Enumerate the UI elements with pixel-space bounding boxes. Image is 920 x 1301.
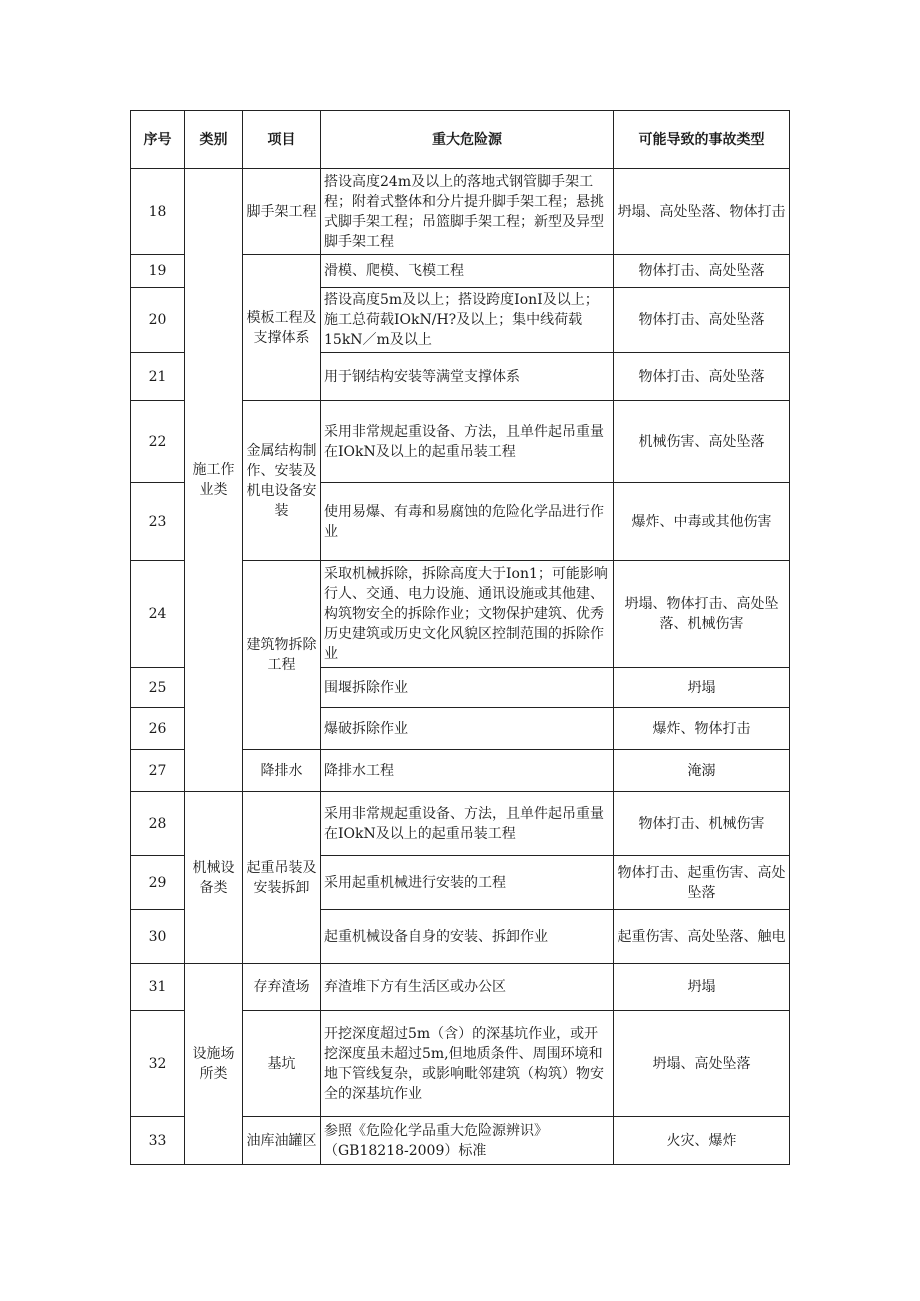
row-number: 19 [131,255,185,288]
hazard-cell: 使用易爆、有毒和易腐蚀的危险化学品进行作业 [321,483,614,561]
category-cell: 施工作业类 [185,169,243,792]
accident-cell: 爆炸、物体打击 [614,708,790,750]
hazard-cell: 滑模、爬模、飞模工程 [321,255,614,288]
row-number: 22 [131,401,185,483]
hazard-cell: 采用非常规起重设备、方法，且单件起吊重量在IOkN及以上的起重吊装工程 [321,792,614,856]
accident-cell: 坍塌 [614,668,790,708]
table-header-row [131,111,790,169]
row-number: 30 [131,910,185,964]
accident-cell: 物体打击、高处坠落 [614,288,790,353]
row-number: 18 [131,169,185,255]
hazard-cell: 开挖深度超过5m（含）的深基坑作业，或开挖深度虽未超过5m,但地质条件、周围环境和地下管线复杂，或影响毗邻建筑（构筑）物安全的深基坑作业 [321,1011,614,1117]
hazard-cell: 降排水工程 [321,750,614,792]
hazard-table [130,110,790,1165]
hazard-cell: 采用起重机械进行安装的工程 [321,856,614,910]
accident-cell: 物体打击、起重伤害、高处坠落 [614,856,790,910]
project-cell: 油库油罐区 [243,1117,321,1165]
header-accident: 可能导致的事故类型 [614,111,790,169]
header-hazard: 重大危险源 [321,111,614,169]
accident-cell: 坍塌、高处坠落、物体打击 [614,169,790,255]
table-row [131,964,790,1011]
hazard-cell: 爆破拆除作业 [321,708,614,750]
row-number: 31 [131,964,185,1011]
table-row [131,169,790,255]
hazard-cell: 采用非常规起重设备、方法，且单件起吊重量在IOkN及以上的起重吊装工程 [321,401,614,483]
row-number: 27 [131,750,185,792]
accident-cell: 坍塌 [614,964,790,1011]
header-category: 类别 [185,111,243,169]
hazard-cell: 采取机械拆除，拆除高度大于Ion1；可能影响行人、交通、电力设施、通讯设施或其他建、构筑物安全的拆除作业；文物保护建筑、优秀历史建筑或历史文化风貌区控制范围的拆除作业 [321,561,614,668]
header-project: 项目 [243,111,321,169]
accident-cell: 机械伤害、高处坠落 [614,401,790,483]
header-no: 序号 [131,111,185,169]
row-number: 24 [131,561,185,668]
accident-cell: 物体打击、高处坠落 [614,353,790,401]
accident-cell: 起重伤害、高处坠落、触电 [614,910,790,964]
project-cell: 脚手架工程 [243,169,321,255]
row-number: 26 [131,708,185,750]
accident-cell: 坍塌、高处坠落 [614,1011,790,1117]
accident-cell: 坍塌、物体打击、高处坠落、机械伤害 [614,561,790,668]
row-number: 21 [131,353,185,401]
project-cell: 金属结构制作、安装及机电设备安装 [243,401,321,561]
accident-cell: 物体打击、高处坠落 [614,255,790,288]
category-cell: 机械设备类 [185,792,243,964]
hazard-cell: 用于钢结构安装等满堂支撑体系 [321,353,614,401]
hazard-cell: 起重机械设备自身的安装、拆卸作业 [321,910,614,964]
row-number: 28 [131,792,185,856]
row-number: 25 [131,668,185,708]
project-cell: 模板工程及支撑体系 [243,255,321,401]
project-cell: 存弃渣场 [243,964,321,1011]
hazard-cell: 搭设高度5m及以上；搭设跨度IonI及以上；施工总荷载IOkN/H?及以上；集中线荷载15kN／m及以上 [321,288,614,353]
row-number: 32 [131,1011,185,1117]
accident-cell: 淹溺 [614,750,790,792]
accident-cell: 爆炸、中毒或其他伤害 [614,483,790,561]
hazard-cell: 围堰拆除作业 [321,668,614,708]
accident-cell: 物体打击、机械伤害 [614,792,790,856]
hazard-cell: 搭设高度24m及以上的落地式钢管脚手架工程；附着式整体和分片提升脚手架工程；悬挑式脚手架工程；吊篮脚手架工程；新型及异型脚手架工程 [321,169,614,255]
category-cell: 设施场所类 [185,964,243,1165]
project-cell: 基坑 [243,1011,321,1117]
row-number: 23 [131,483,185,561]
project-cell: 降排水 [243,750,321,792]
table-row [131,792,790,856]
hazard-cell: 参照《危险化学品重大危险源辨识》（GB18218-2009）标准 [321,1117,614,1165]
accident-cell: 火灾、爆炸 [614,1117,790,1165]
row-number: 20 [131,288,185,353]
project-cell: 起重吊装及安装拆卸 [243,792,321,964]
row-number: 29 [131,856,185,910]
row-number: 33 [131,1117,185,1165]
hazard-cell: 弃渣堆下方有生活区或办公区 [321,964,614,1011]
project-cell: 建筑物拆除工程 [243,561,321,750]
